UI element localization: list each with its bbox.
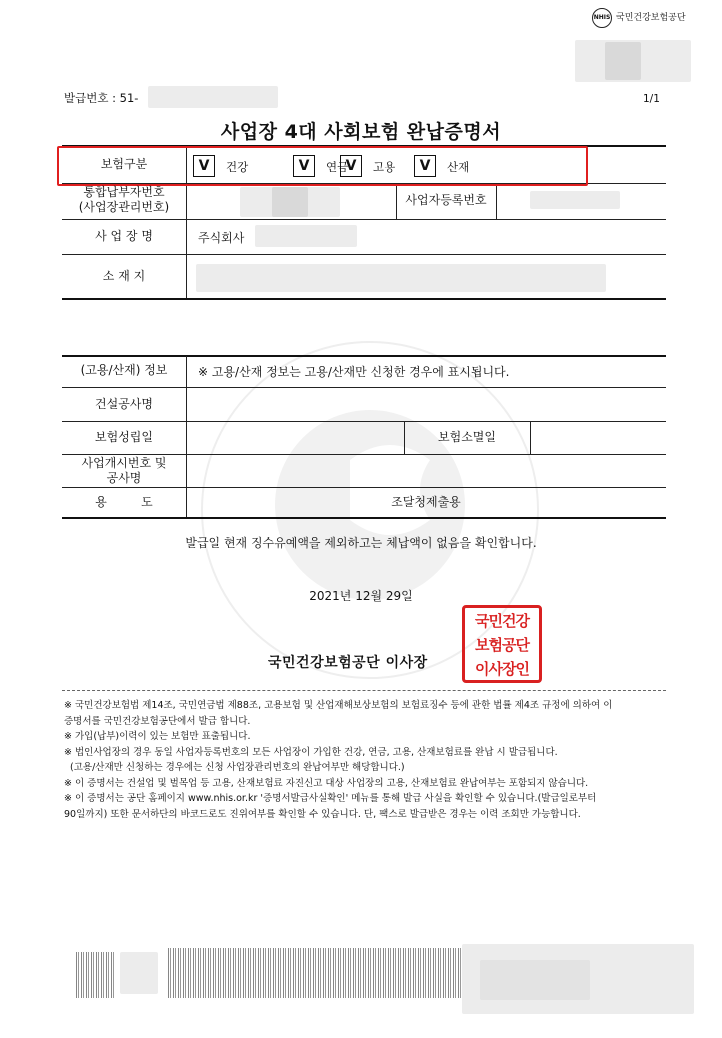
accident-label: 산재 (447, 160, 470, 174)
redacted-block (480, 960, 590, 1000)
insurance-start-label: 보험성립일 (95, 430, 153, 444)
note-line: 90일까지) 또한 문서하단의 바코드로도 진위여부를 확인할 수 있습니다. 단, 팩스로 발급받은 경우는 이력 조회만 가능합니다. (64, 808, 581, 820)
row-divider (62, 219, 666, 220)
project-number-label-line1: 사업개시번호 및 (81, 456, 167, 470)
health-label: 건강 (226, 160, 249, 174)
address-label: 소 재 지 (102, 269, 146, 283)
note-line: ※ 이 증명서는 건설업 및 벌목업 등 고용, 산재보험료 자진신고 대상 사업장의 고용, 산재보험료 완납여부는 포함되지 않습니다. (64, 777, 589, 789)
payer-number-label (62, 185, 186, 215)
barcode-icon (168, 948, 464, 998)
table-bottom-border (62, 517, 666, 519)
redacted-business-name (255, 225, 357, 247)
business-registration-label: 사업자등록번호 (405, 193, 487, 207)
highlight-box (57, 146, 588, 186)
row-divider (62, 387, 666, 388)
pension-label: 연금 (326, 160, 349, 174)
table-top-border (62, 355, 666, 357)
employment-info-label: (고용/산재) 정보 (80, 363, 168, 377)
note-line: (고용/산재만 신청하는 경우에는 신청 사업장관리번호의 완납여부만 해당합니다.) (64, 762, 405, 773)
row-divider (62, 487, 666, 488)
seal-line: 보험공단 (475, 636, 529, 654)
notes-divider (62, 690, 666, 691)
issuer-name: 국민건강보험공단 이사장 (268, 655, 428, 671)
purpose-label: 용 도 (95, 495, 153, 509)
insurance-type-label: 보험구분 (100, 157, 148, 171)
health-checkbox: V (193, 155, 215, 177)
pension-checkbox: V (293, 155, 315, 177)
insurance-end-label: 보험소멸일 (438, 430, 496, 444)
business-name-value: 주식회사 (198, 231, 245, 245)
redacted-address (196, 264, 606, 292)
seal-line: 국민건강 (475, 612, 529, 630)
project-number-label (62, 456, 186, 486)
business-name-label: 사 업 장 명 (95, 229, 153, 243)
redacted-business-number (530, 191, 620, 209)
column-divider (530, 422, 531, 454)
note-line: ※ 국민건강보험법 제14조, 국민연금법 제88조, 고용보험 및 산업재해보상보험의 보험료징수 등에 관한 법률 제4조 규정에 의하여 이 (64, 700, 613, 711)
column-divider (186, 356, 187, 517)
qr-code-icon (76, 952, 116, 998)
purpose-value: 조달청제출용 (391, 495, 461, 509)
accident-checkbox: V (414, 155, 436, 177)
employment-label: 고용 (373, 160, 396, 174)
redacted-block (272, 187, 308, 217)
employment-checkbox: V (340, 155, 362, 177)
redacted-block (605, 42, 641, 80)
issue-date: 2021년 12월 29일 (309, 589, 413, 603)
note-line: ※ 가입(납부)이력이 있는 보험만 표출됩니다. (64, 731, 251, 742)
confirmation-statement: 발급일 현재 징수유예액을 제외하고는 체납액이 없음을 확인합니다. (185, 536, 537, 550)
redacted-block (120, 952, 158, 994)
project-number-label-line2: 공사명 (106, 471, 142, 485)
logo-text: 국민건강보험공단 (616, 13, 686, 23)
note-line: 증명서를 국민건강보험공단에서 발급 합니다. (64, 715, 251, 727)
document-title: 사업장 4대 사회보험 완납증명서 (220, 121, 502, 143)
redacted-issue-number (148, 86, 278, 108)
page-number: 1/1 (643, 93, 660, 105)
construction-name-label: 건설공사명 (95, 397, 153, 411)
seal-line: 이사장인 (475, 660, 529, 678)
note-line: ※ 법인사업장의 경우 동일 사업자등록번호의 모든 사업장이 가입한 건강, 연금, 고용, 산재보험료를 완납 시 발급됩니다. (64, 746, 558, 758)
notes-section (64, 698, 676, 822)
table-bottom-border (62, 298, 666, 300)
employment-info-note: ※ 고용/산재 정보는 고용/산재만 신청한 경우에 표시됩니다. (198, 365, 510, 379)
row-divider (62, 454, 666, 455)
row-divider (62, 421, 666, 422)
payer-number-label-line1: 통합납부자번호 (83, 185, 165, 199)
official-seal (462, 605, 542, 683)
column-divider (496, 184, 497, 219)
payer-number-label-line2: (사업장관리번호) (78, 200, 170, 214)
nhis-logo-icon: NHIS (592, 8, 612, 28)
issue-number: 발급번호 : 51- (64, 91, 139, 105)
row-divider (62, 254, 666, 255)
note-line: ※ 이 증명서는 공단 홈페이지 www.nhis.or.kr '증명서발급사실확인' 메뉴를 통해 발급 사실을 확인할 수 있습니다.(발급일로부터 (64, 793, 597, 804)
